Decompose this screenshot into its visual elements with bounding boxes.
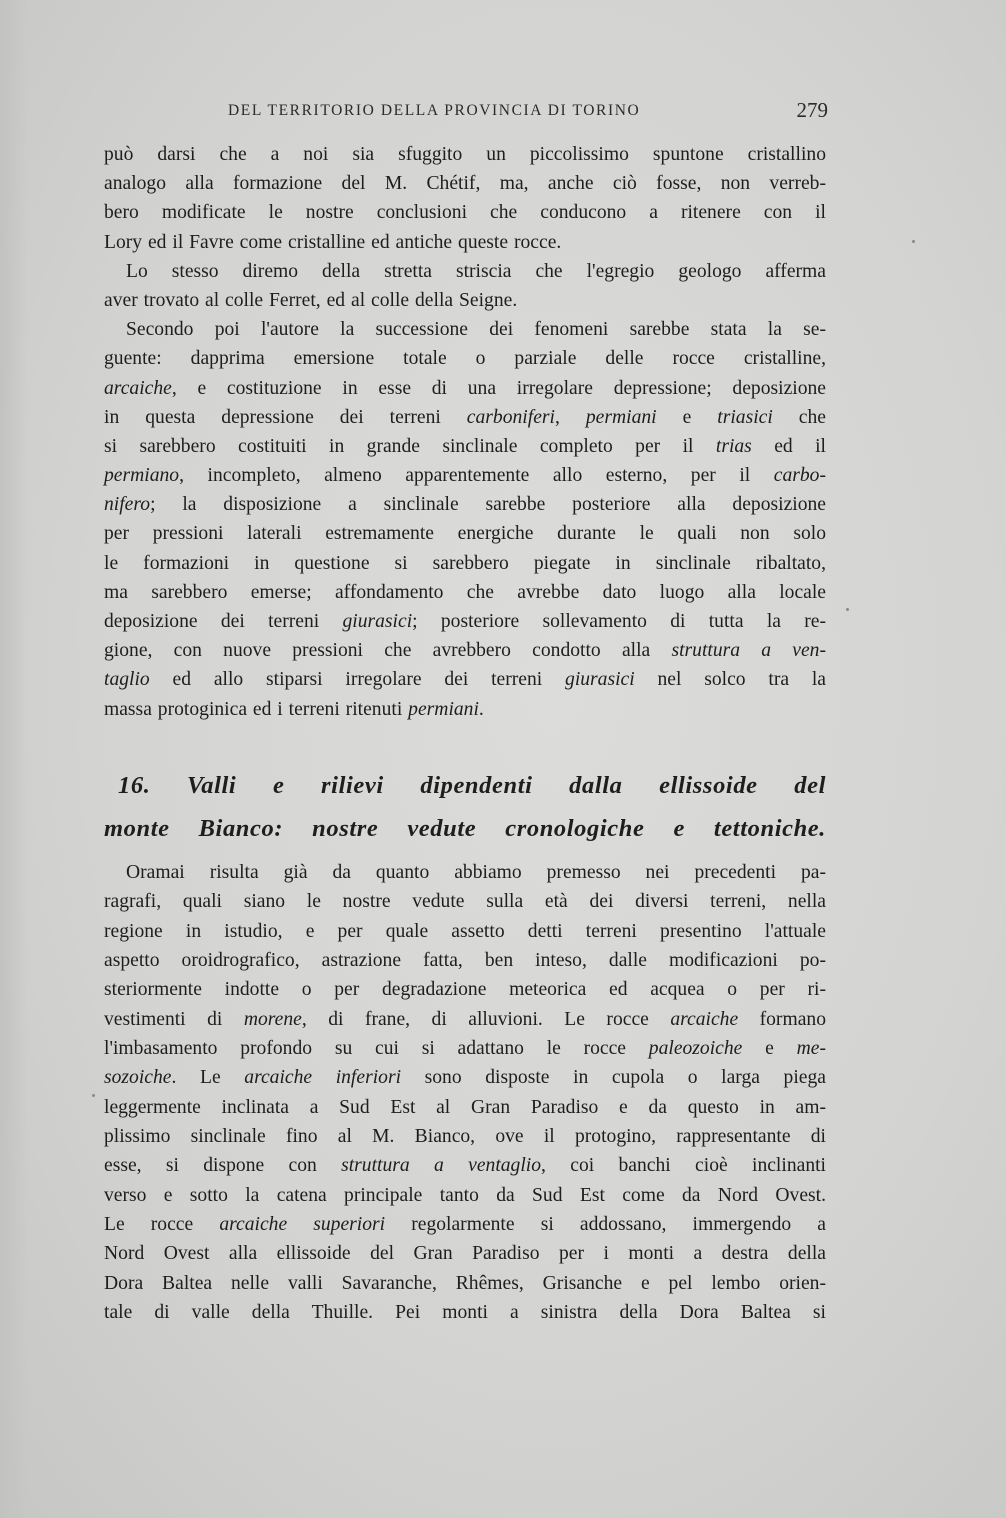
section-heading bbox=[104, 764, 826, 850]
text-line: Lory ed il Favre come cristalline ed antiche queste rocce. bbox=[104, 231, 562, 253]
text-line: può darsi che a noi sia sfuggito un piccolissimo spuntone cristallino bbox=[104, 144, 826, 165]
text-line: in questa depressione dei terreni carboniferi, permiani e triasici che bbox=[104, 406, 826, 428]
text-line: nifero; la disposizione a sinclinale sarebbe posteriore alla deposizione bbox=[104, 494, 826, 516]
text-line: leggermente inclinata a Sud Est al Gran Paradiso e da questo in am- bbox=[104, 1096, 826, 1118]
text-line: sozoiche. Le arcaiche inferiori sono disposte in cupola o larga piega bbox=[104, 1067, 826, 1089]
text-line: Dora Baltea nelle valli Savaranche, Rhêmes, Grisanche e pel lembo orien- bbox=[104, 1272, 826, 1294]
text-line: per pressioni laterali estremamente energiche durante le quali non solo bbox=[104, 523, 826, 545]
text-line: Le rocce arcaiche superiori regolarmente si addossano, immergendo a bbox=[104, 1214, 826, 1236]
paper-speck bbox=[912, 240, 915, 243]
text-line: l'imbasamento profondo su cui si adattano le rocce paleozoiche e me- bbox=[104, 1038, 826, 1060]
text-line: aspetto oroidrografico, astrazione fatta, ben inteso, dalle modificazioni po- bbox=[104, 950, 826, 972]
text-line: deposizione dei terreni giurasici; posteriore sollevamento di tutta la re- bbox=[104, 611, 826, 632]
text-line: taglio ed allo stiparsi irregolare dei terreni giurasici nel solco tra la bbox=[104, 669, 826, 691]
page-number: 279 bbox=[796, 98, 828, 122]
text-line: guente: dapprima emersione totale o parziale delle rocce cristalline, bbox=[104, 348, 826, 370]
text-line: le formazioni in questione si sarebbero piegate in sinclinale ribaltato, bbox=[104, 552, 826, 574]
text-block-bottom bbox=[104, 858, 826, 1328]
text-line: arcaiche, e costituzione in esse di una irregolare depressione; deposizione bbox=[104, 377, 826, 399]
text-line: esse, si dispone con struttura a ventaglio, coi banchi cioè inclinanti bbox=[104, 1155, 826, 1177]
text-line: permiano, incompleto, almeno apparentemente allo esterno, per il carbo- bbox=[104, 465, 826, 487]
text-line: ragrafi, quali siano le nostre vedute sulla età dei diversi terreni, nella bbox=[104, 891, 826, 913]
text-block-top bbox=[104, 140, 826, 724]
text-line: Nord Ovest alla ellissoide del Gran Paradiso per i monti a destra della bbox=[104, 1243, 826, 1265]
text-line: Oramai risulta già da quanto abbiamo premesso nei precedenti pa- bbox=[126, 862, 826, 883]
text-line: tale di valle della Thuille. Pei monti a sinistra della Dora Baltea si bbox=[104, 1302, 826, 1324]
text-line: ma sarebbero emerse; affondamento che avrebbe dato luogo alla locale bbox=[104, 581, 826, 603]
text-line: steriormente indotte o per degradazione meteorica ed acquea o per ri- bbox=[104, 979, 826, 1001]
paper-speck bbox=[92, 1094, 95, 1097]
text-line: plissimo sinclinale fino al M. Bianco, ove il protogino, rappresentante di bbox=[104, 1126, 826, 1148]
section-heading-line: 16. Valli e rilievi dipendenti dalla ellissoide del bbox=[118, 772, 826, 799]
running-title: DEL TERRITORIO DELLA PROVINCIA DI TORINO bbox=[228, 102, 641, 119]
text-line: si sarebbero costituiti in grande sinclinale completo per il trias ed il bbox=[104, 435, 826, 457]
text-line: massa protoginica ed i terreni ritenuti permiani. bbox=[104, 698, 484, 720]
section-heading-line: monte Bianco: nostre vedute cronologiche e tettoniche. bbox=[104, 815, 826, 842]
text-line: verso e sotto la catena principale tanto da Sud Est come da Nord Ovest. bbox=[104, 1184, 826, 1206]
text-line: aver trovato al colle Ferret, ed al colle della Seigne. bbox=[104, 289, 518, 311]
page-header bbox=[228, 100, 828, 130]
paper-speck bbox=[846, 608, 849, 611]
page-edge-shadow bbox=[0, 0, 28, 1518]
text-line: bero modificate le nostre conclusioni che conducono a ritenere con il bbox=[104, 202, 826, 224]
text-line: analogo alla formazione del M. Chétif, ma, anche ciò fosse, non verreb- bbox=[104, 173, 826, 195]
text-line: Secondo poi l'autore la successione dei fenomeni sarebbe stata la se- bbox=[126, 319, 826, 341]
text-line: regione in istudio, e per quale assetto detti terreni presentino l'attuale bbox=[104, 920, 826, 942]
text-line: Lo stesso diremo della stretta striscia che l'egregio geologo afferma bbox=[126, 260, 826, 282]
text-line: gione, con nuove pressioni che avrebbero condotto alla struttura a ven- bbox=[104, 640, 826, 662]
text-line: vestimenti di morene, di frane, di alluvioni. Le rocce arcaiche formano bbox=[104, 1008, 826, 1030]
